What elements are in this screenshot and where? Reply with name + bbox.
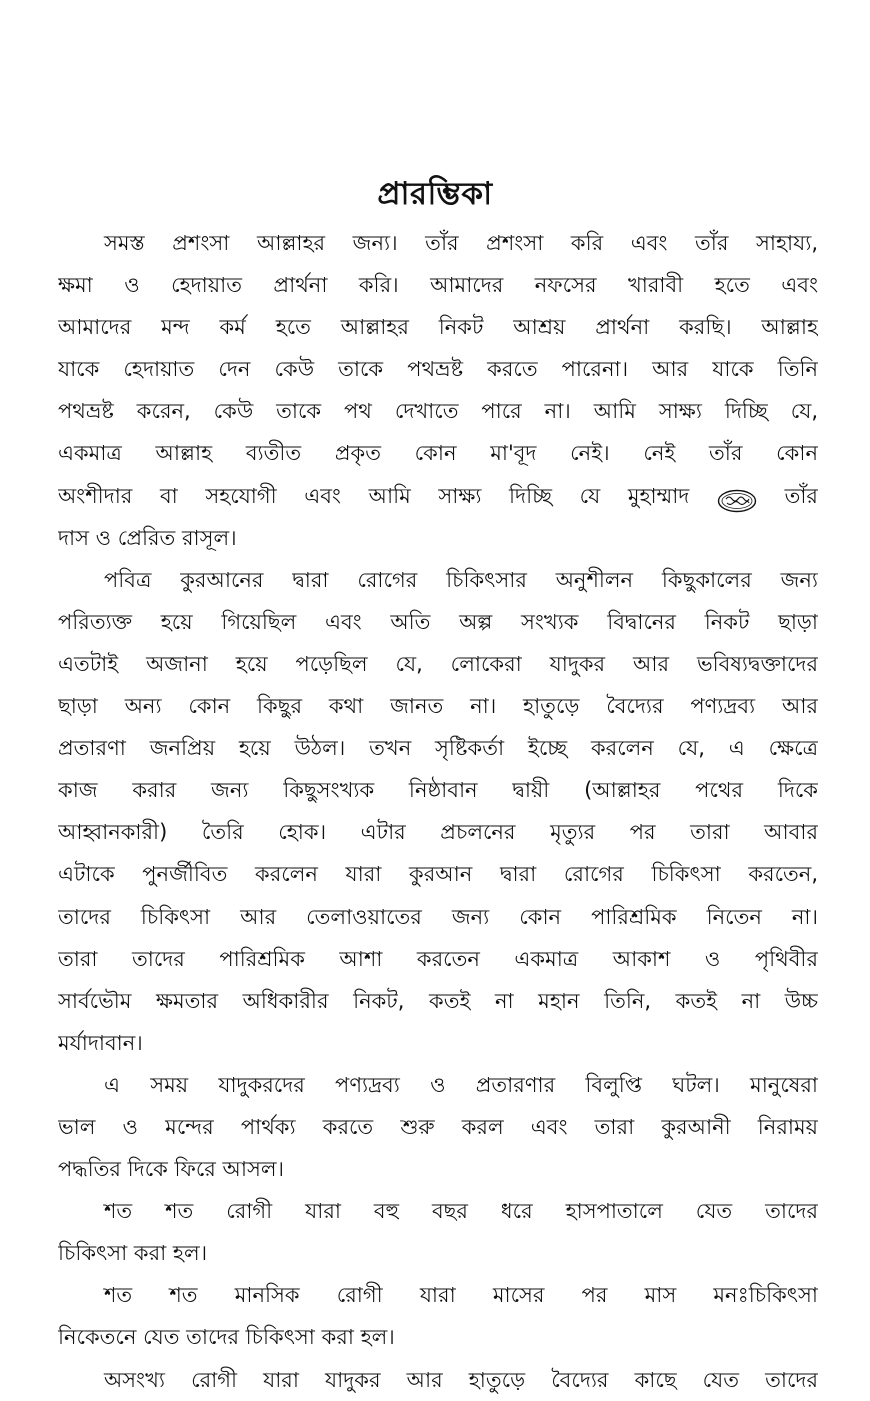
paragraph-1-line-6: একমাত্র আল্লাহ ব্যতীত প্রকৃত কোন মা'বূদ নেই। নেই তাঁর কোন — [58, 441, 818, 466]
paragraph-2-line-11: সার্বভৌম ক্ষমতার অধিকারীর নিকট, কতই না মহান তিনি, কতই না উচ্চ — [58, 988, 818, 1013]
paragraph-1-line-1: সমস্ত প্রশংসা আল্লাহর জন্য। তাঁর প্রশংসা করি এবং তাঁর সাহায্য, — [104, 231, 818, 255]
body-text — [58, 222, 818, 1401]
paragraph-1-last-line: দাস ও প্রেরিত রাসূল। — [58, 525, 237, 550]
paragraph-3-line-1: এ সময় যাদুকরদের পণ্যদ্রব্য ও প্রতারণার বিলুপ্তি ঘটল। মানুষেরা — [104, 1072, 818, 1097]
paragraph-1-line-4: যাকে হেদায়াত দেন কেউ তাকে পথভ্রষ্ট করতে পারেনা। আর যাকে তিনি — [58, 357, 818, 382]
paragraph-2-line-5: প্রতারণা জনপ্রিয় হয়ে উঠল। তখন সৃষ্টিকর্তা ইচ্ছে করলেন যে, এ ক্ষেত্রে — [58, 736, 818, 761]
paragraph-5-line-1: শত শত মানসিক রোগী যারা মাসের পর মাস মনঃচিকিৎসা — [104, 1283, 818, 1308]
paragraph-2-line-4: ছাড়া অন্য কোন কিছুর কথা জানত না। হাতুড়ে বৈদ্যের পণ্যদ্রব্য আর — [58, 694, 818, 719]
paragraph-1-line-3: আমাদের মন্দ কর্ম হতে আল্লাহর নিকট আশ্রয় প্রার্থনা করছি। আল্লাহ — [58, 315, 818, 340]
paragraph-5-last-line: নিকেতনে যেত তাদের চিকিৎসা করা হল। — [58, 1325, 395, 1350]
paragraph-2-line-9: তাদের চিকিৎসা আর তেলাওয়াতের জন্য কোন পারিশ্রমিক নিতেন না। — [58, 904, 818, 929]
paragraph-3-last-line: পদ্ধতির দিকে ফিরে আসল। — [58, 1157, 285, 1182]
paragraph-2-last-line: মর্যাদাবান। — [58, 1030, 143, 1055]
seal-line-before: অংশীদার বা সহযোগী এবং আমি সাক্ষ্য দিচ্ছি যে মুহাম্মাদ — [58, 483, 690, 508]
paragraph-4-line-1: শত শত রোগী যারা বহু বছর ধরে হাসপাতালে যেত তাদের — [104, 1199, 818, 1224]
paragraph-2-line-10: তারা তাদের পারিশ্রমিক আশা করতেন একমাত্র আকাশ ও পৃথিবীর — [58, 946, 818, 971]
paragraph-2-line-7: আহ্বানকারী) তৈরি হোক। এটার প্রচলনের মৃত্যুর পর তারা আবার — [58, 820, 818, 845]
paragraph-2-line-1: পবিত্র কুরআনের দ্বারা রোগের চিকিৎসার অনুশীলন কিছুকালের জন্য — [104, 567, 818, 592]
paragraph-1-line-7 — [58, 475, 818, 517]
paragraph-4-last-line: চিকিৎসা করা হল। — [58, 1241, 208, 1266]
paragraph-2-line-3: এতটাই অজানা হয়ে পড়েছিল যে, লোকেরা যাদুকর আর ভবিষ্যদ্বক্তাদের — [58, 651, 818, 676]
paragraph-6-line-1: অসংখ্য রোগী যারা যাদুকর আর হাতুড়ে বৈদ্যের কাছে যেত তাদের — [104, 1367, 818, 1392]
page-title: প্রারম্ভিকা — [377, 176, 493, 212]
paragraph-3-line-2: ভাল ও মন্দের পার্থক্য করতে শুরু করল এবং তারা কুরআনী নিরাময় — [58, 1114, 818, 1139]
paragraph-2-line-2: পরিত্যক্ত হয়ে গিয়েছিল এবং অতি অল্প সংখ্যক বিদ্বানের নিকট ছাড়া — [58, 609, 818, 634]
salawat-seal-icon — [717, 485, 757, 509]
paragraph-1-line-2: ক্ষমা ও হেদায়াত প্রার্থনা করি। আমাদের নফসের খারাবী হতে এবং — [58, 273, 818, 298]
paragraph-2-line-6: কাজ করার জন্য কিছুসংখ্যক নিষ্ঠাবান দ্বায়ী (আল্লাহর পথের দিকে — [58, 778, 818, 803]
paragraph-1-line-5: পথভ্রষ্ট করেন, কেউ তাকে পথ দেখাতে পারে না। আমি সাক্ষ্য দিচ্ছি যে, — [58, 399, 818, 424]
paragraph-2-line-8: এটাকে পুনর্জীবিত করলেন যারা কুরআন দ্বারা রোগের চিকিৎসা করতেন, — [58, 862, 818, 887]
seal-line-after: তাঁর — [784, 483, 818, 508]
